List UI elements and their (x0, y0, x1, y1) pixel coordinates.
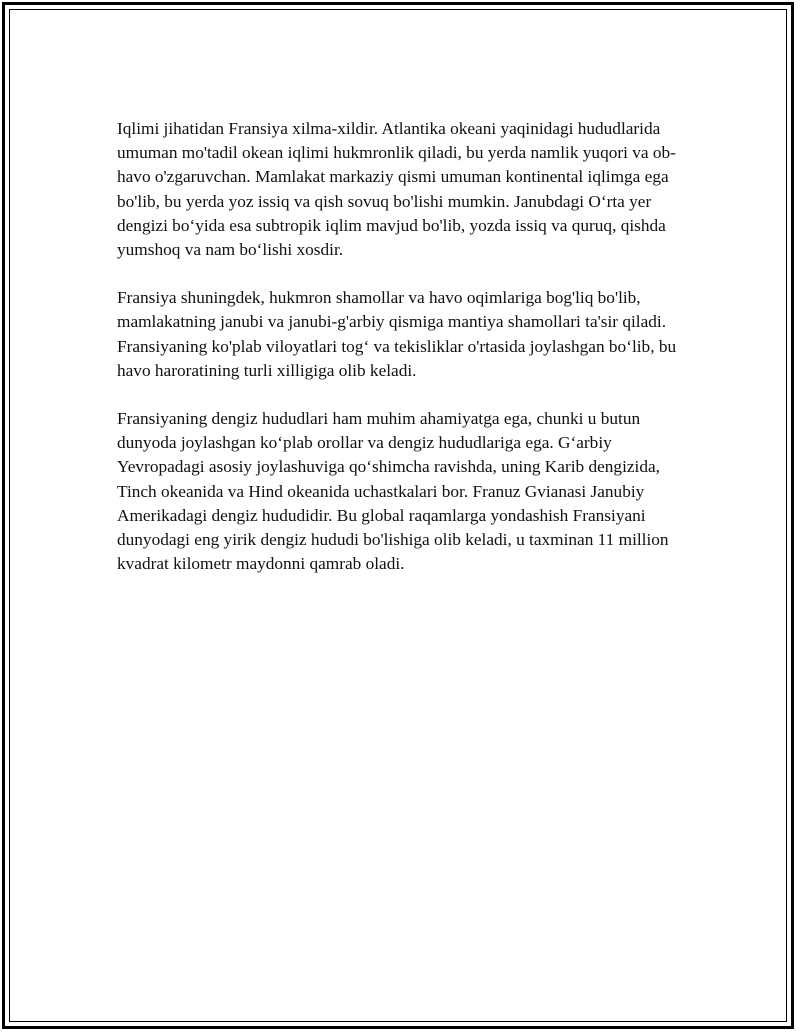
document-body (117, 117, 687, 600)
paragraph-maritime: Fransiyaning dengiz hududlari ham muhim ahamiyatga ega, chunki u butun dunyoda joylashgan ko‘plab orollar va dengiz hududlariga ega. G‘arbiy Yevropadagi asosiy joylashuviga qo‘shimcha ravishda, uning Karib dengizida, Tinch okeanida va Hind okeanida uchastkalari bor. Franuz Gvianasi Janubiy Amerikadagi dengiz hududidir. Bu global raqamlarga yondashish Fransiyani dunyodagi eng yirik dengiz hududi bo'lishiga olib keladi, u taxminan 11 million kvadrat kilometr maydonni qamrab oladi. (117, 409, 669, 574)
paragraph-climate: Iqlimi jihatidan Fransiya xilma-xildir. Atlantika okeani yaqinidagi hududlarida umuman mo'tadil okean iqlimi hukmronlik qiladi, bu yerda namlik yuqori va ob-havo o'zgaruvchan. Mamlakat markaziy qismi umuman kontinental iqlimga ega bo'lib, bu yerda yoz issiq va qish sovuq bo'lishi mumkin. Janubdagi O‘rta yer dengizi bo‘yida esa subtropik iqlim mavjud bo'lib, yozda issiq va quruq, qishda yumshoq va nam bo‘lishi xosdir. (117, 119, 676, 260)
paragraph-winds: Fransiya shuningdek, hukmron shamollar va havo oqimlariga bog'liq bo'lib, mamlakatning janubi va janubi-g'arbiy qismiga mantiya shamollari ta'sir qiladi. Fransiyaning ko'plab viloyatlari tog‘ va tekisliklar o'rtasida joylashgan bo‘lib, bu havo haroratining turli xilligiga olib keladi. (117, 288, 677, 380)
